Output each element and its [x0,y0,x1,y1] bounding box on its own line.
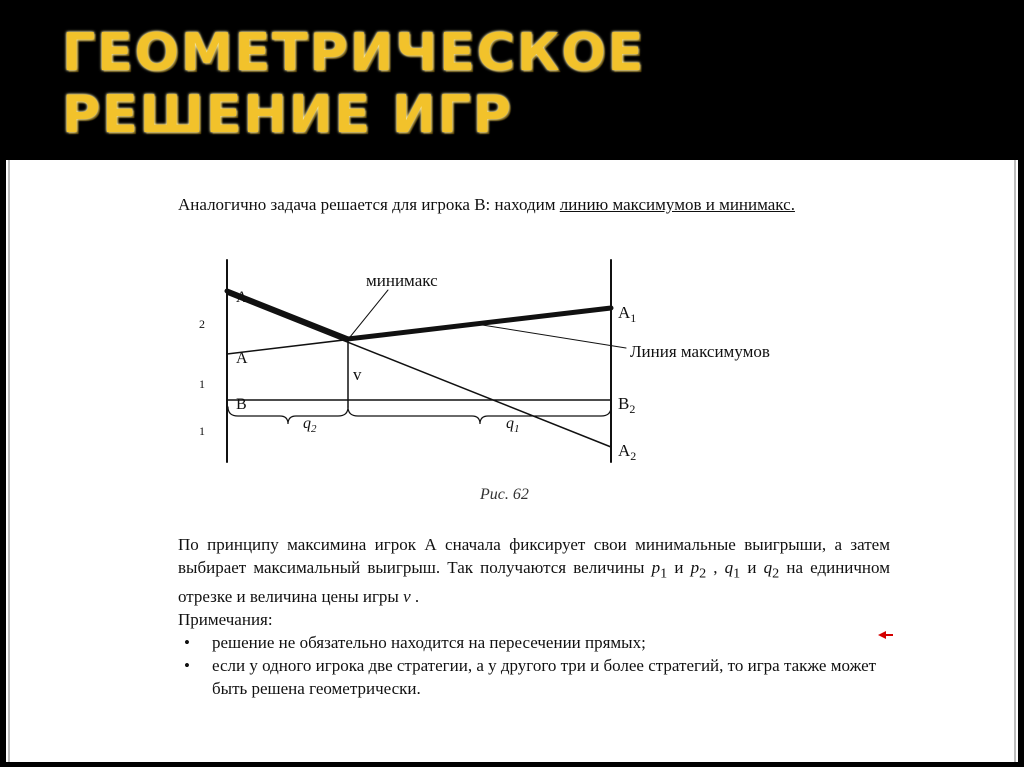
intro-text-start: Аналогично задача решается для игрока В: находим [178,195,560,214]
label-A-top: A [236,289,248,306]
main-paragraph: По принципу максимина игрок А сначала фиксирует свои минимальные выигрыши, а затем выбирает максимальный выигрыш. Так получаются величины $p_1$ и $p_2$ , $q_1$ и $q_2$ на единичном отрезке и величина цены игры v . [178,535,890,607]
minimax-bold-line [227,291,611,339]
label-A1: $A_1$ [618,303,637,325]
label-max-line: Линия максимумов [630,342,770,361]
intro-underlined: линию максимумов и минимакс. [559,195,795,214]
max-line-pointer [476,324,626,348]
label-B2: $B_2$ [618,394,636,416]
axis-number-1b: 1 [199,424,205,438]
figure-caption: Рис. 62 [480,486,529,503]
label-v: v [353,365,362,384]
label-A-mid: A [236,350,248,367]
minimax-pointer [350,290,388,337]
list-item: • решение не обязательно находится на пересечении прямых; [184,633,646,652]
notes-title: Примечания: [178,610,273,629]
bullet-icon: • [184,656,190,675]
bullet-icon: • [184,633,190,652]
list-item: • если у одного игрока две стратегии, а у другого три и более стратегий, то игра также может быть решена геометрически. [184,656,877,698]
label-q1: $q_1$ [506,415,520,435]
label-q2: $q_2$ [303,415,317,435]
label-B: B [236,396,247,413]
slide-content [6,160,1018,762]
axis-number-2: 2 [199,317,205,331]
label-minimax: минимакс [366,271,438,290]
slide-title: ГЕОМЕТРИЧЕСКОЕ РЕШЕНИЕ ИГР [62,23,646,145]
brace-q1 [348,407,611,424]
game-diagram [6,160,1018,520]
title-bar [0,0,1024,158]
red-arrow-icon [878,630,894,640]
axis-number-1a: 1 [199,377,205,391]
label-A2: $A_2$ [618,441,637,463]
notes-list [178,631,890,700]
